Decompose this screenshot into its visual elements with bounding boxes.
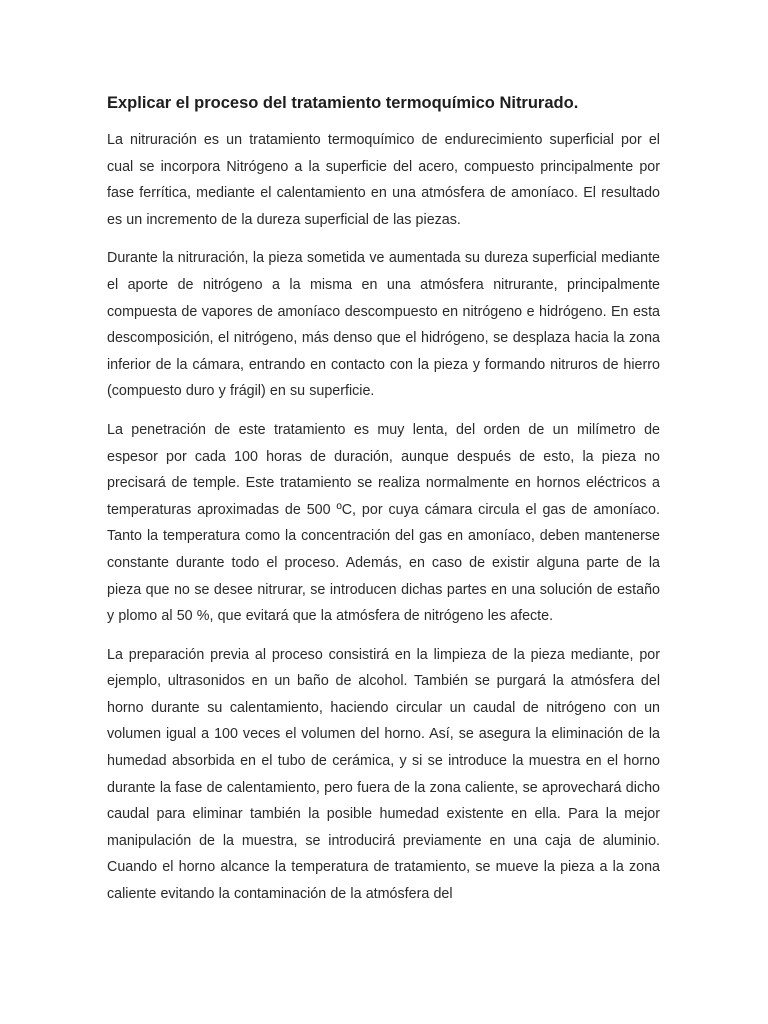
paragraph-2: Durante la nitruración, la pieza sometida ve aumentada su dureza superficial mediante el aporte de nitrógeno a la misma en una atmósfera nitrurante, principalmente compuesta de vapores de amoníaco descompuesto en nitrógeno e hidrógeno. En esta descomposición, el nitrógeno, más denso que el hidrógeno, se desplaza hacia la zona inferior de la cámara, entrando en contacto con la pieza y formando nitruros de hierro (compuesto duro y frágil) en su superficie. — [107, 250, 660, 400]
paragraph-3: La penetración de este tratamiento es muy lenta, del orden de un milímetro de espesor por cada 100 horas de duración, aunque después de esto, la pieza no precisará de temple. Este tratamiento se realiza normalmente en hornos eléctricos a temperaturas aproximadas de 500 ºC, por cuya cámara circula el gas de amoníaco. Tanto la temperatura como la concentración del gas en amoníaco, deben mantenerse constante durante todo el proceso. Además, en caso de existir alguna parte de la pieza que no se desee nitrurar, se introducen dichas partes en una solución de estaño y plomo al 50 %, que evitará que la atmósfera de nitrógeno les afecte. — [107, 421, 660, 625]
paragraph-4: La preparación previa al proceso consistirá en la limpieza de la pieza mediante, por ejemplo, ultrasonidos en un baño de alcohol. También se purgará la atmósfera del horno durante su calentamiento, haciendo circular un caudal de nitrógeno con un volumen igual a 100 veces el volumen del horno. Así, se asegura la eliminación de la humedad absorbida en el tubo de cerámica, y si se introduce la muestra en el horno durante la fase de calentamiento, pero fuera de la zona caliente, se aprovechará dicho caudal para eliminar también la posible humedad existente en ella. Para la mejor manipulación de la muestra, se introducirá previamente en una caja de aluminio. Cuando el horno alcance la temperatura de tratamiento, se mueve la pieza a la zona caliente evitando la contaminación de la atmósfera del — [107, 646, 660, 903]
document-body — [107, 91, 660, 920]
document-title: Explicar el proceso del tratamiento termoquímico Nitrurado. — [107, 94, 579, 112]
paragraph-1: La nitruración es un tratamiento termoquímico de endurecimiento superficial por el cual se incorpora Nitrógeno a la superficie del acero, compuesto principalmente por fase ferrítica, mediante el calentamiento en una atmósfera de amoníaco. El resultado es un incremento de la dureza superficial de las piezas. — [107, 132, 660, 228]
